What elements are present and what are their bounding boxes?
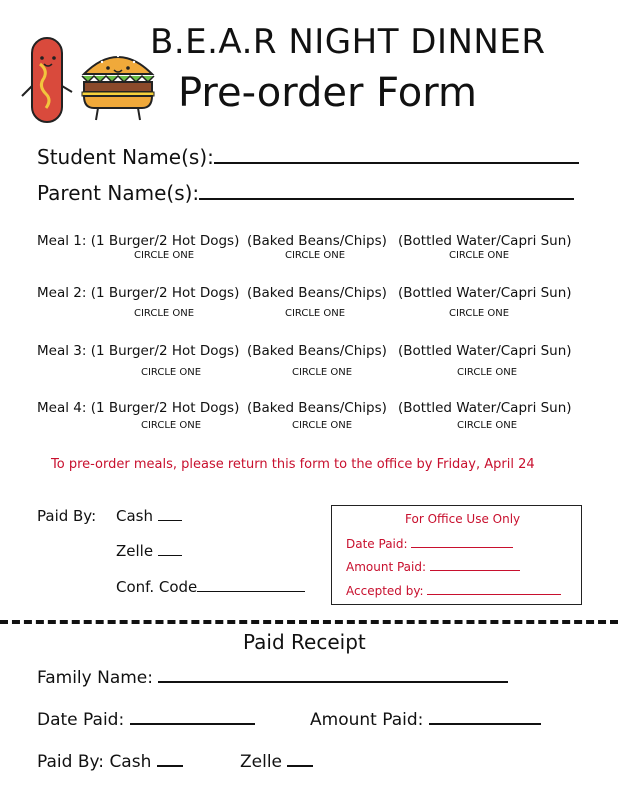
student-name-row: [37, 145, 579, 169]
form-subtitle: Pre-order Form: [178, 70, 477, 116]
office-date-paid: [346, 537, 513, 551]
circle-one-note: CIRCLE ONE: [292, 420, 353, 431]
office-amount-paid-label: Amount Paid:: [346, 560, 427, 574]
circle-one-note: CIRCLE ONE: [457, 420, 518, 431]
circle-one-note: CIRCLE ONE: [457, 367, 518, 378]
meal-row: [37, 285, 239, 301]
receipt-zelle-label: Zelle: [240, 752, 283, 772]
meal-label: Meal 1:: [37, 233, 87, 249]
office-use-box: [331, 505, 582, 605]
circle-one-note: CIRCLE ONE: [134, 250, 195, 261]
meal-row: [37, 343, 239, 359]
meal-row: [37, 233, 239, 249]
cash-option[interactable]: [116, 507, 182, 525]
meal-drinks-options[interactable]: (Bottled Water/Capri Sun): [398, 400, 572, 416]
circle-one-note: CIRCLE ONE: [141, 420, 202, 431]
circle-one-note: CIRCLE ONE: [285, 308, 346, 319]
receipt-paid-by-cash: [37, 752, 183, 772]
receipt-paid-by-cash-label: Paid By: Cash: [37, 752, 152, 772]
receipt-date-paid: [37, 710, 255, 730]
receipt-cash-blank[interactable]: [157, 765, 183, 767]
return-notice: To pre-order meals, please return this form to the office by Friday, April 24: [51, 457, 535, 472]
receipt-amount-paid-label: Amount Paid:: [310, 710, 424, 730]
cash-blank[interactable]: [158, 520, 182, 521]
meal-label: Meal 4:: [37, 400, 87, 416]
parent-name-field[interactable]: [199, 198, 574, 200]
burger-icon: [82, 55, 154, 120]
office-accepted-by-label: Accepted by:: [346, 584, 424, 598]
circle-one-note: CIRCLE ONE: [449, 250, 510, 261]
circle-one-note: CIRCLE ONE: [285, 250, 346, 261]
receipt-date-paid-field[interactable]: [130, 723, 255, 725]
conf-code-option: [116, 578, 305, 596]
office-date-paid-field[interactable]: [411, 547, 513, 548]
receipt-family-name-label: Family Name:: [37, 668, 153, 688]
office-amount-paid: [346, 560, 520, 574]
student-name-field[interactable]: [214, 162, 579, 164]
office-amount-paid-field[interactable]: [430, 570, 520, 571]
hotdog-burger-clipart: [18, 36, 158, 128]
receipt-family-name-field[interactable]: [158, 681, 508, 683]
receipt-family-name: [37, 668, 508, 688]
meal-label: Meal 3:: [37, 343, 87, 359]
conf-code-field[interactable]: [197, 591, 305, 592]
receipt-amount-paid: [310, 710, 541, 730]
meal-mains-options[interactable]: (1 Burger/2 Hot Dogs): [90, 233, 240, 249]
receipt-date-paid-label: Date Paid:: [37, 710, 125, 730]
conf-code-label: Conf. Code: [116, 578, 198, 596]
circle-one-note: CIRCLE ONE: [134, 308, 195, 319]
cut-line-divider: [0, 620, 618, 624]
receipt-heading: Paid Receipt: [243, 630, 366, 654]
office-accepted-by: [346, 584, 561, 598]
zelle-option[interactable]: [116, 542, 182, 560]
meal-drinks-options[interactable]: (Bottled Water/Capri Sun): [398, 343, 572, 359]
office-date-paid-label: Date Paid:: [346, 537, 408, 551]
circle-one-note: CIRCLE ONE: [141, 367, 202, 378]
meal-sides-options[interactable]: (Baked Beans/Chips): [247, 343, 387, 359]
zelle-label: Zelle: [116, 542, 154, 560]
meal-row: [37, 400, 239, 416]
zelle-blank[interactable]: [158, 555, 182, 556]
parent-name-label: Parent Name(s):: [37, 181, 200, 205]
meal-sides-options[interactable]: (Baked Beans/Chips): [247, 285, 387, 301]
circle-one-note: CIRCLE ONE: [292, 367, 353, 378]
meal-sides-options[interactable]: (Baked Beans/Chips): [247, 233, 387, 249]
receipt-zelle-blank[interactable]: [287, 765, 313, 767]
parent-name-row: [37, 181, 574, 205]
hotdog-icon: [22, 38, 72, 122]
meal-label: Meal 2:: [37, 285, 87, 301]
meal-drinks-options[interactable]: (Bottled Water/Capri Sun): [398, 233, 572, 249]
meal-sides-options[interactable]: (Baked Beans/Chips): [247, 400, 387, 416]
office-heading: For Office Use Only: [405, 512, 521, 526]
meal-mains-options[interactable]: (1 Burger/2 Hot Dogs): [90, 400, 240, 416]
receipt-zelle: [240, 752, 313, 772]
receipt-amount-paid-field[interactable]: [429, 723, 541, 725]
meal-mains-options[interactable]: (1 Burger/2 Hot Dogs): [90, 285, 240, 301]
form-title: B.E.A.R NIGHT DINNER: [150, 22, 546, 62]
circle-one-note: CIRCLE ONE: [449, 308, 510, 319]
meal-mains-options[interactable]: (1 Burger/2 Hot Dogs): [90, 343, 240, 359]
meal-drinks-options[interactable]: (Bottled Water/Capri Sun): [398, 285, 572, 301]
office-accepted-by-field[interactable]: [427, 594, 561, 595]
cash-label: Cash: [116, 507, 153, 525]
student-name-label: Student Name(s):: [37, 145, 214, 169]
paid-by-label: Paid By:: [37, 507, 97, 525]
